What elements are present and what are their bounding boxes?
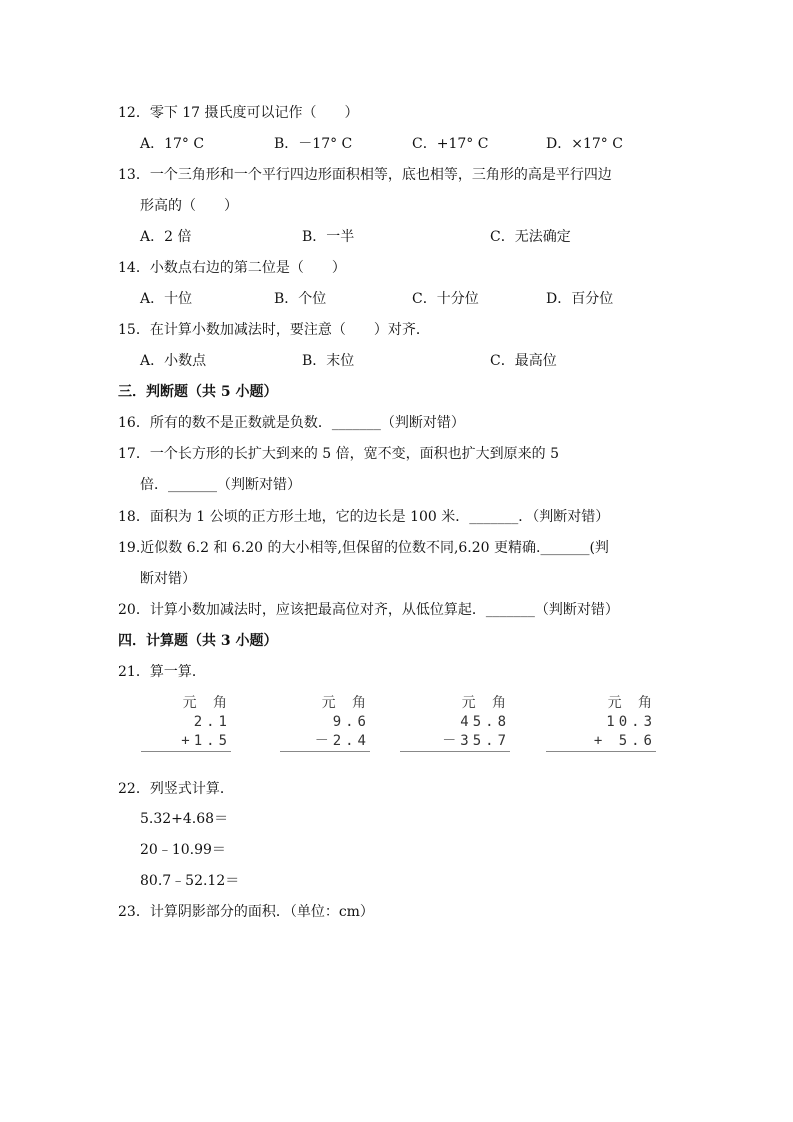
section-heading-calculation: 四．计算题（共 3 小题） [118,633,278,649]
operand: 2.1 [193,714,231,730]
option-a: A．小数点 [140,353,207,369]
option-c: C．最高位 [490,353,557,369]
option-c: C．十分位 [412,291,479,307]
question-19-cont: 断对错） [140,571,196,587]
vertical-problem-4 [546,694,656,752]
option-b: B．末位 [302,353,355,369]
operand: －35.7 [400,732,510,752]
option-a: A．2 倍 [140,229,192,245]
option-d: D．×17° C [546,136,623,152]
question-12: 12．零下 17 摄氏度可以记作（ ） [118,105,359,121]
option-b: B．一半 [302,229,355,245]
operand: 10.3 [606,714,656,730]
operand: + 5.6 [546,732,656,752]
option-b: B．个位 [274,291,327,307]
question-14: 14．小数点右边的第二位是（ ） [118,260,346,276]
operand: 45.8 [460,714,510,730]
question-21: 21．算一算． [118,664,206,680]
section-heading-judgement: 三．判断题（共 5 小题） [118,384,278,400]
unit-header: 元 角 [182,695,231,711]
unit-header: 元 角 [607,695,656,711]
question-19: 19.近似数 6.2 和 6.20 的大小相等,但保留的位数不同,6.20 更精确._______(判 [118,540,609,556]
option-a: A．17° C [140,136,205,152]
operand: 9.6 [332,714,370,730]
operand: +1.5 [141,732,231,752]
question-17: 17．一个长方形的长扩大到来的 5 倍，宽不变，面积也扩大到原来的 5 [118,446,559,462]
vertical-problem-1 [141,694,231,752]
operand: －2.4 [280,732,370,752]
question-23: 23．计算阴影部分的面积．（单位：cm） [118,904,374,920]
option-c: C．+17° C [412,136,489,152]
unit-header: 元 角 [321,695,370,711]
option-a: A．十位 [140,291,193,307]
unit-header: 元 角 [461,695,510,711]
vertical-problem-3 [400,694,510,752]
question-15: 15．在计算小数加减法时，要注意（ ）对齐． [118,322,430,338]
question-20: 20．计算小数加减法时，应该把最高位对齐，从低位算起．_______（判断对错） [118,602,619,618]
option-c: C．无法确定 [490,229,571,245]
question-22: 22．列竖式计算． [118,781,234,797]
question-13-cont: 形高的（ ） [140,198,238,214]
question-16: 16．所有的数不是正数就是负数．_______（判断对错） [118,415,465,431]
question-17-cont: 倍．_______（判断对错） [140,477,301,493]
question-18: 18．面积为 1 公顷的正方形土地，它的边长是 100 米．_______．（判断对错） [118,509,610,525]
vertical-problem-2 [280,694,370,752]
calc-item: 20﹣10.99＝ [140,842,226,858]
option-d: D．百分位 [546,291,614,307]
question-13: 13．一个三角形和一个平行四边形面积相等，底也相等，三角形的高是平行四边 [118,167,612,183]
calc-item: 80.7﹣52.12＝ [140,873,240,889]
calc-item: 5.32+4.68＝ [140,811,229,827]
option-b: B．－17° C [274,136,353,152]
